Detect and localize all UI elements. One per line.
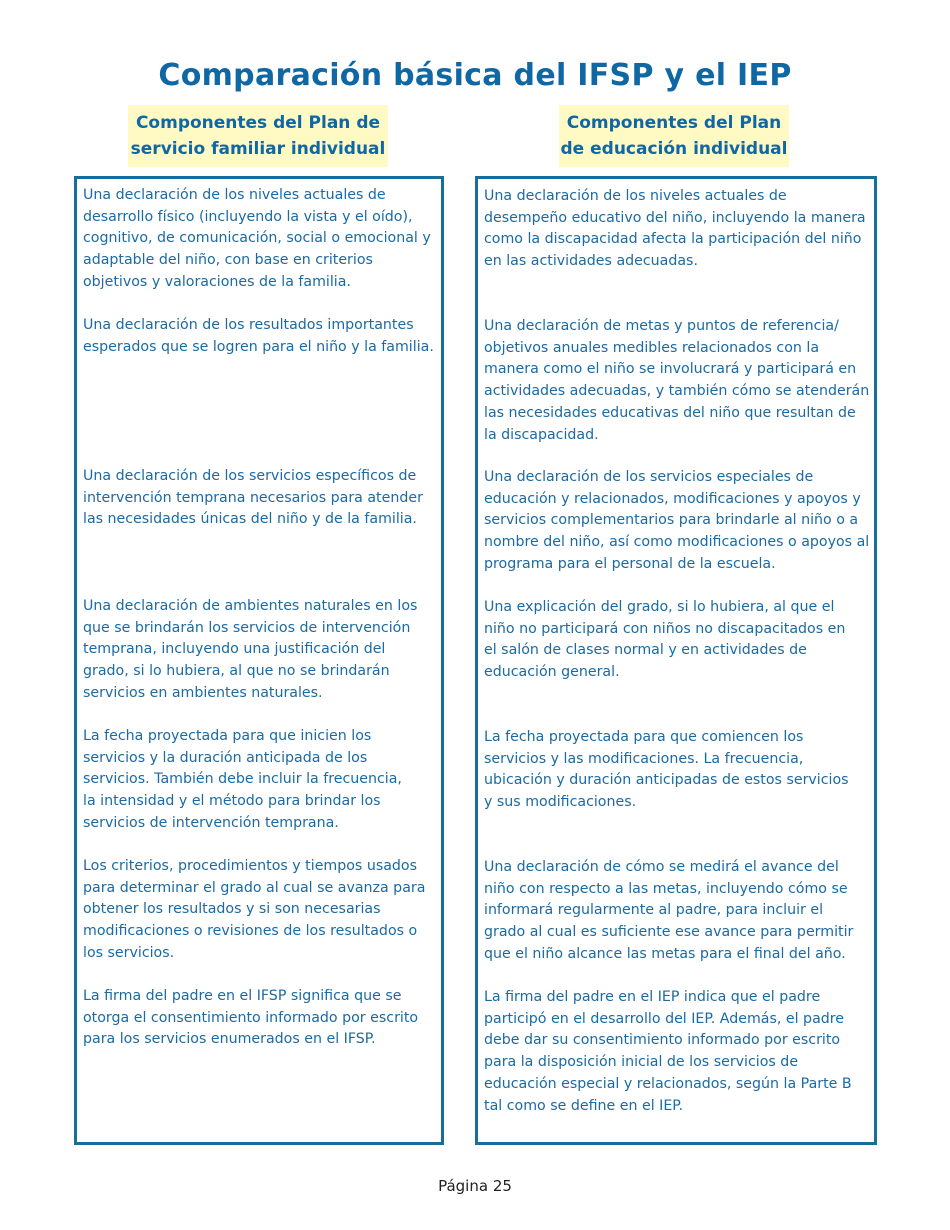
text-line: que el niño alcance las metas para el final del año. — [484, 945, 846, 962]
text-line: participó en el desarrollo del IEP. Además, el padre — [484, 1010, 845, 1027]
iep-component-paragraph — [484, 467, 869, 576]
ifsp-component-paragraph — [83, 726, 402, 835]
text-line: esperados que se logren para el niño y la familia. — [83, 338, 434, 355]
text-line: manera como el niño se involucrará y participará en — [484, 361, 857, 378]
text-line: desarrollo físico (incluyendo la vista y el oído), — [83, 208, 413, 225]
text-line: las necesidades educativas del niño que resultan de — [484, 404, 856, 421]
text-line: los servicios. — [83, 944, 175, 961]
page-title: Comparación básica del IFSP y el IEP — [158, 58, 792, 93]
text-line: y sus modificaciones. — [484, 794, 637, 811]
text-line: niño no participará con niños no discapacitados en — [484, 620, 846, 637]
ifsp-header-line: Componentes del Plan de — [135, 113, 381, 133]
text-line: para determinar el grado al cual se avanza para — [83, 879, 426, 896]
text-line: desempeño educativo del niño, incluyendo la manera — [484, 209, 866, 226]
text-line: actividades adecuadas, y también cómo se atenderán — [484, 383, 870, 400]
text-line: Los criterios, procedimientos y tiempos usados — [83, 858, 417, 874]
ifsp-components-box — [74, 176, 444, 1145]
text-line: grado, si lo hubiera, al que no se brindarán — [83, 663, 390, 680]
iep-component-paragraph — [484, 857, 853, 966]
text-line: intervención temprana necesarios para atender — [83, 489, 423, 506]
text-line: servicios de intervención temprana. — [83, 814, 339, 831]
text-line: temprana, incluyendo una justificación del — [83, 641, 386, 658]
text-line: La firma del padre en el IFSP significa que se — [83, 988, 402, 1004]
text-line: para los servicios enumerados en el IFSP. — [83, 1031, 376, 1048]
text-line: adaptable del niño, con base en criterios — [83, 252, 373, 269]
text-line: grado al cual es suficiente ese avance para permitir — [484, 924, 854, 941]
text-line: Una explicación del grado, si lo hubiera, al que el — [484, 599, 835, 615]
text-line: para la disposición inicial de los servicios de — [484, 1054, 799, 1071]
iep-column-header — [559, 105, 789, 167]
text-line: educación especial y relacionados, según la Parte B — [484, 1075, 852, 1092]
text-line: La fecha proyectada para que comiencen los — [484, 729, 804, 745]
iep-component-paragraph — [484, 597, 845, 684]
text-line: Una declaración de ambientes naturales en los — [83, 598, 418, 614]
text-line: Una declaración de los niveles actuales de — [83, 187, 386, 203]
text-line: la intensidad y el método para brindar los — [83, 793, 381, 810]
text-line: servicios y la duración anticipada de los — [83, 749, 368, 766]
text-line: Una declaración de los resultados importantes — [83, 317, 414, 333]
text-line: Una declaración de cómo se medirá el avance del — [484, 859, 839, 875]
text-line: servicios y las modificaciones. La frecuencia, — [484, 750, 804, 767]
text-line: objetivos anuales medibles relacionados con la — [484, 339, 820, 356]
ifsp-column-header — [128, 105, 388, 167]
iep-components-box — [475, 176, 877, 1145]
text-line: obtener los resultados y si son necesarias — [83, 901, 381, 918]
text-line: Una declaración de los niveles actuales de — [484, 188, 787, 204]
text-line: que se brindarán los servicios de intervención — [83, 619, 411, 636]
text-line: servicios. También debe incluir la frecuencia, — [83, 771, 402, 788]
ifsp-component-paragraph — [83, 315, 434, 358]
text-line: modificaciones o revisiones de los resultados o — [83, 923, 418, 940]
iep-header-line: Componentes del Plan — [566, 113, 782, 133]
iep-component-paragraph — [484, 987, 852, 1117]
text-line: como la discapacidad afecta la participación del niño — [484, 231, 862, 248]
text-line: ubicación y duración anticipadas de estos servicios — [484, 772, 849, 789]
iep-component-paragraph — [484, 316, 869, 446]
text-line: en las actividades adecuadas. — [484, 253, 698, 270]
iep-header-line: de educación individual — [560, 139, 788, 159]
ifsp-component-paragraph — [83, 856, 425, 965]
text-line: objetivos y valoraciones de la familia. — [83, 273, 351, 290]
text-line: informará regularmente al padre, para incluir el — [484, 902, 824, 919]
text-line: la discapacidad. — [484, 426, 599, 443]
text-line: educación general. — [484, 664, 620, 681]
text-line: Una declaración de metas y puntos de referencia/ — [484, 318, 839, 334]
text-line: Una declaración de los servicios especiales de — [484, 469, 814, 485]
iep-component-paragraph — [484, 727, 849, 814]
text-line: el salón de clases normal y en actividades de — [484, 642, 807, 659]
text-line: tal como se define en el IEP. — [484, 1097, 684, 1114]
text-line: cognitivo, de comunicación, social o emocional y — [83, 230, 431, 247]
page-number: Página 25 — [438, 1177, 512, 1195]
text-line: servicios en ambientes naturales. — [83, 684, 323, 701]
text-line: otorga el consentimiento informado por escrito — [83, 1009, 419, 1026]
text-line: La fecha proyectada para que inicien los — [83, 728, 372, 744]
text-line: nombre del niño, así como modificaciones o apoyos al — [484, 534, 870, 551]
ifsp-header-line: servicio familiar individual — [130, 139, 386, 159]
text-line: programa para el personal de la escuela. — [484, 555, 776, 572]
text-line: Una declaración de los servicios específicos de — [83, 468, 417, 484]
ifsp-component-paragraph — [83, 596, 417, 705]
text-line: las necesidades únicas del niño y de la familia. — [83, 511, 417, 528]
text-line: educación y relacionados, modificaciones y apoyos y — [484, 490, 861, 507]
ifsp-component-paragraph — [83, 185, 431, 294]
text-line: debe dar su consentimiento informado por escrito — [484, 1032, 841, 1049]
ifsp-component-paragraph — [83, 986, 418, 1051]
text-line: niño con respecto a las metas, incluyendo cómo se — [484, 880, 848, 897]
ifsp-component-paragraph — [83, 466, 423, 531]
iep-component-paragraph — [484, 186, 866, 273]
text-line: La firma del padre en el IEP indica que el padre — [484, 989, 821, 1005]
text-line: servicios complementarios para brindarle al niño o a — [484, 512, 859, 529]
